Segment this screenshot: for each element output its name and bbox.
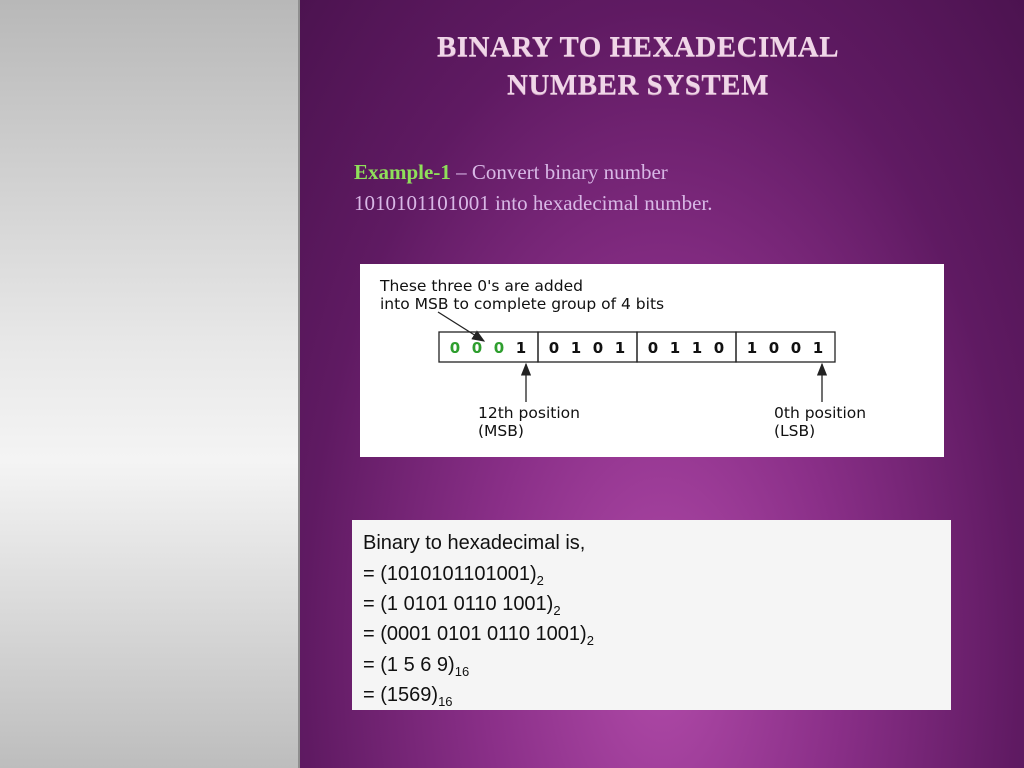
bit: 1 [515, 339, 527, 357]
bit: 0 [790, 339, 802, 357]
result-line-5: = $(1569)_{16}$ [363, 684, 453, 709]
bit-groups [439, 332, 835, 362]
diagram-note-line-2: into MSB to complete group of 4 bits [380, 295, 665, 313]
result-box [352, 520, 951, 710]
example-text-1: Convert binary number [471, 160, 668, 184]
bit: 0 [548, 339, 560, 357]
left-side-panel [0, 0, 300, 768]
bit: 1 [669, 339, 681, 357]
bit: 0 [647, 339, 659, 357]
result-line-1: = $(1010101101001)_2$ [363, 563, 544, 588]
msb-label-2: (MSB) [478, 422, 524, 440]
lsb-label-1: 0th position [774, 404, 867, 422]
title-line-2: NUMBER SYSTEM [507, 69, 769, 101]
result-line-2: = (1 0101 0110 $1001)_2$ [363, 593, 561, 618]
bit: 1 [691, 339, 703, 357]
example-label: Example-1 [354, 160, 451, 184]
bit: 0 [713, 339, 725, 357]
lsb-label-2: (LSB) [774, 422, 816, 440]
msb-label-1: 12th position [478, 404, 580, 422]
title-line-1: BINARY TO HEXADECIMAL [436, 31, 840, 63]
diagram-note-line-1: These three 0's are added [380, 277, 583, 295]
note-arrow [438, 312, 484, 341]
result-line-3: = (0001 0101 0110 $1001)_2$ [363, 623, 594, 648]
example-dash: – [450, 160, 472, 184]
bit: 1 [812, 339, 824, 357]
bit: 0 [592, 339, 604, 357]
bit: 0 [768, 339, 780, 357]
example-text-2: 1010101101001 into hexadecimal number. [354, 191, 713, 215]
bit: 1 [746, 339, 758, 357]
padded-bit: 0 [471, 339, 483, 357]
bit: 1 [570, 339, 582, 357]
padded-bit: 0 [449, 339, 461, 357]
diagram-svg [360, 264, 944, 457]
result-line-4: = (1 5 6 $9)_{16}$ [363, 654, 470, 679]
example-text [354, 157, 874, 219]
bit-grouping-diagram [360, 264, 944, 457]
padded-bit: 0 [493, 339, 505, 357]
bit: 1 [614, 339, 626, 357]
slide-title [300, 28, 976, 104]
slide [300, 0, 1024, 768]
result-intro: Binary to hexadecimal is, [363, 532, 586, 554]
